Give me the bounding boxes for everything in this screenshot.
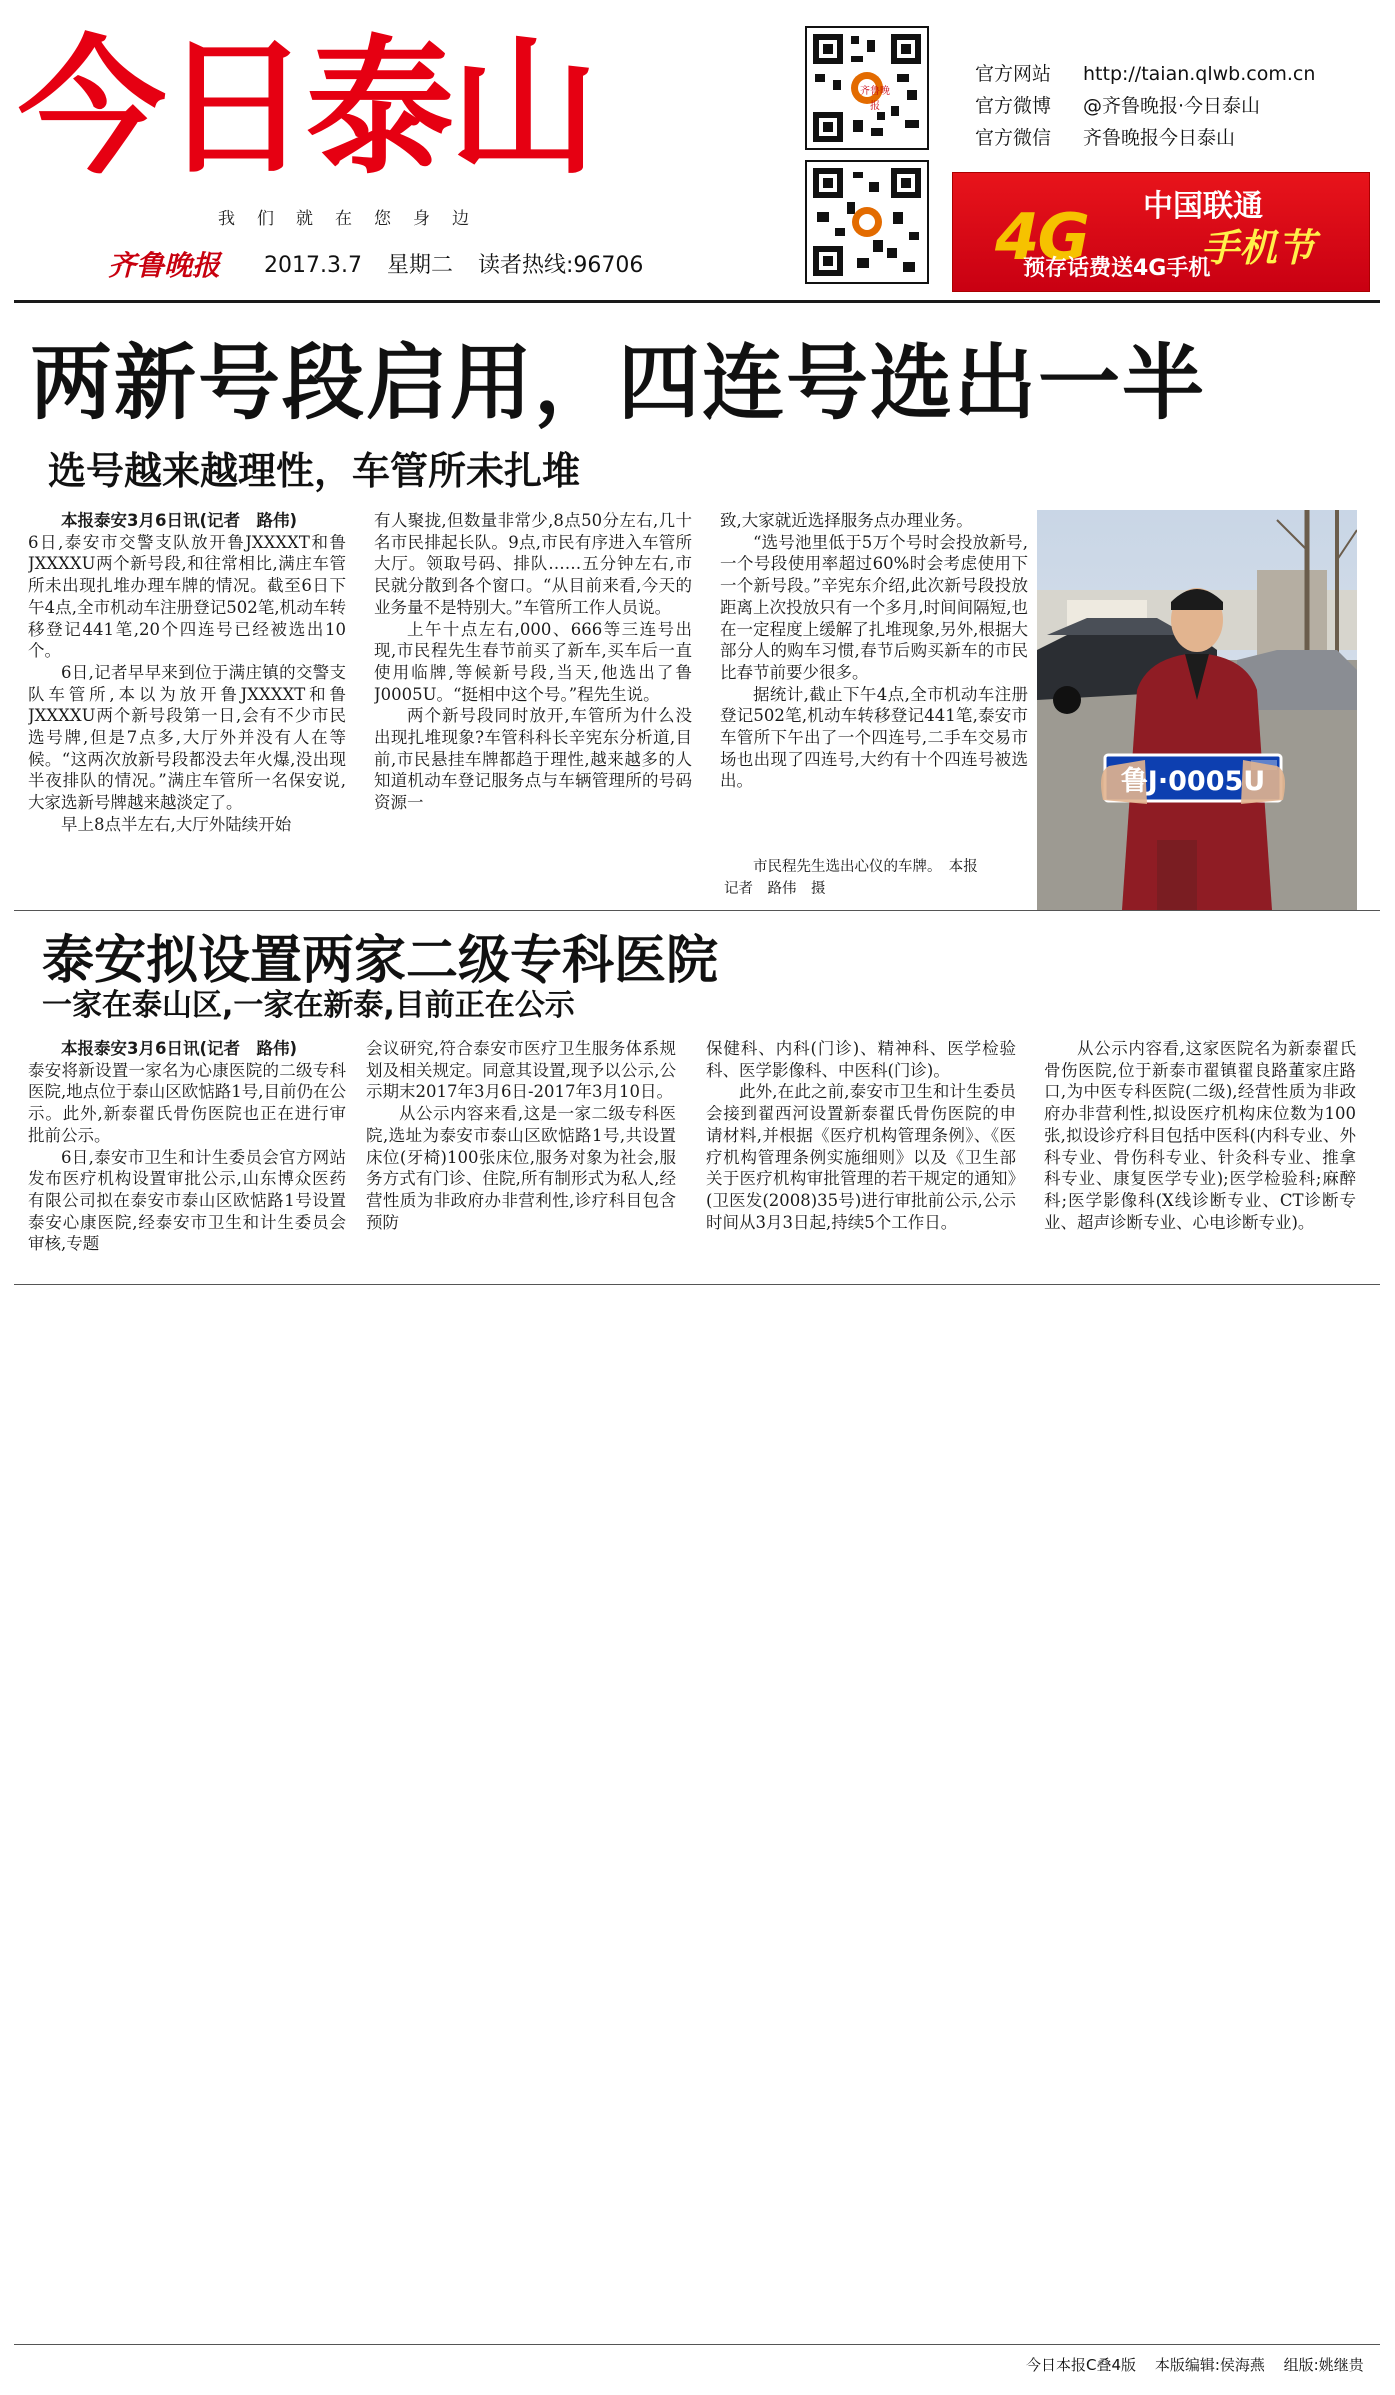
masthead-rule [14,300,1380,303]
photo-caption [724,856,1034,900]
editor-credit: 本版编辑:侯海燕 [1154,2356,1265,2374]
official-weibo [975,90,1315,122]
article1-column-1 [28,510,346,890]
article2-subhead: 一家在泰山区,一家在新泰,目前正在公示 [42,988,575,1023]
article2-paragraph: 此外,在此之前,泰安市卫生和计生委员会接到翟西河设置新泰翟氏骨伤医院的申请材料,并根据《医疗机构管理条例》、《医疗机构管理条例实施细则》以及《卫生部关于医疗机构审批管理的若干规定的通知》(卫医发(2008)35号)进行审批前公示,公示时间从3月3日起,持续5个工作日。 [706,1082,1016,1232]
qr-pattern [807,162,927,282]
caption-line: 市民程先生选出心仪的车牌。 本报 [753,859,978,875]
ad-festival: 手机节 [1201,226,1316,270]
photo-scene [1037,510,1357,910]
article1-paragraph: 6日,泰安市交警支队放开鲁JXXXXT和鲁JXXXXU两个新号段,和往常相比,满庄车管所未出现扎堆办理车牌的情况。截至6日下午4点,全市机动车注册登记502笔,机动车转移登记441笔,20个四连号已经被选出10个。 [28,532,346,661]
article2-paragraph: 从公示内容来看,这是一家二级专科医院,选址为泰安市泰山区欧惦路1号,共设置床位(牙椅)100张床位,服务对象为社会,服务方式有门诊、住院,所有制形式为私人,经营性质为非政府办非营利性,诊疗科目包含预防 [366,1104,676,1232]
article1-paragraph: 上午十点左右,000、666等三连号出现,市民程先生春节前买了新车,买车后一直使用临牌,等候新号段,当天,他选出了鲁J0005U。“挺相中这个号。”程先生说。 [374,619,692,704]
article1-paragraph: 6日,记者早早来到位于满庄镇的交警支队车管所,本以为放开鲁JXXXXT和鲁JXXXXU两个新号段第一日,会有不少市民选号牌,但是7点多,大厅外并没有人在等候。“这两次放新号段都没去年火爆,没出现半夜排队的情况。”满庄车管所一名保安说,大家选新号牌越来越淡定了。 [28,662,346,813]
qr-label: 齐鲁晚报 [860,86,890,112]
dateline [264,248,661,279]
layout-credit: 组版:姚继贵 [1283,2356,1364,2374]
unicom-4g-ad [952,172,1370,292]
article1-paragraph: 两个新号段同时放开,车管所为什么没出现扎堆现象?车管科科长辛宪东分析道,目前,市民悬挂车牌都趋于理性,越来越多的人知道机动车登记服务点与车辆管理所的号码资源一 [374,706,692,813]
ad-brand: 中国联通 [1143,189,1263,224]
reader-hotline: 读者热线:96706 [477,253,644,278]
article2-column-4 [1044,1038,1356,1278]
qr-code-icon [805,160,929,284]
article1-column-2 [374,510,692,890]
article1-paragraph: “选号池里低于5万个号时会投放新号,一个号段使用率超过60%时会考虑使用下一个新号段。”辛宪东介绍,此次新号段投放距离上次投放只有一个多月,时间间隔短,也在一定程度上缓解了扎堆现象,另外,根据大部分人的购车习惯,春节后购买新车的市民比春节前要少很多。 [720,532,1028,682]
official-value: @齐鲁晚报·今日泰山 [1083,95,1261,117]
official-value: 齐鲁晚报今日泰山 [1083,127,1236,149]
article1-paragraph: 早上8点半左右,大厅外陆续开始 [61,814,292,834]
slogan: 我们就在您身边 [218,209,491,229]
masthead-title: 今日泰山 [18,22,594,194]
article-divider [14,910,1380,911]
article1-paragraph: 据统计,截止下午4点,全市机动车注册登记502笔,机动车转移登记441笔,泰安市车管所下午出了一个四连号,二手车交易市场也出现了四连号,大约有十个四连号被选出。 [720,684,1028,791]
article1-paragraph: 致,大家就近选择服务点办理业务。 [720,511,973,530]
article2-paragraph: 保健科、内科(门诊)、精神科、医学检验科、医学影像科、中医科(门诊)。 [706,1039,1016,1080]
article2-paragraph: 从公示内容看,这家医院名为新泰翟氏骨伤医院,位于新泰市翟镇翟良路董家庄路口,为中医专科医院(二级),经营性质为非政府办非营利性,拟设医疗机构床位数为100张,拟设诊疗科目包括中医科(内科专业、外科专业、骨伤科专业、针灸科专业、推拿科专业、康复医学专业);医学检验科;麻醉科;医学影像科(X线诊断专业、CT诊断专业、超声诊断专业、心电诊断专业)。 [1044,1039,1356,1232]
article2-column-1 [28,1038,346,1278]
page-label: 今日本报C叠4版 [1026,2356,1137,2374]
article2-paragraph: 泰安将新设置一家名为心康医院的二级专科医院,地点位于泰山区欧惦路1号,目前仍在公示。此外,新泰翟氏骨伤医院也正在进行审批前公示。 [28,1060,346,1145]
official-website [975,58,1315,90]
article2-column-2 [366,1038,676,1278]
page-footer [1012,2354,1364,2375]
ad-offer: 预存话费送4G手机 [1023,256,1211,281]
official-value: http://taian.qlwb.com.cn [1083,63,1316,85]
article1-column-3 [720,510,1028,850]
weekday: 星期二 [386,253,453,278]
article1-paragraph: 有人聚拢,但数量非常少,8点50分左右,几十名市民排起长队。9点,市民有序进入车管所大厅。领取号码、排队……五分钟左右,市民就分散到各个窗口。“从目前来看,今天的业务量不是特别大。”车管所工作人员说。 [374,511,692,617]
article1-headline: 两新号段启用，四连号选出一半 [30,336,1207,431]
official-wechat [975,122,1315,154]
article2-dateline: 本报泰安3月6日讯(记者 路伟) [61,1039,298,1058]
article2-headline: 泰安拟设置两家二级专科医院 [42,931,719,991]
official-channels [975,58,1315,154]
caption-credit: 记者 路伟 摄 [724,881,826,897]
footer-rule [14,2344,1380,2345]
ad-4g-mark: 4G [995,201,1089,275]
article2-paragraph: 会议研究,符合泰安市医疗卫生服务体系规划及相关规定。同意其设置,现予以公示,公示期末2017年3月6日-2017年3月10日。 [366,1039,676,1102]
brand-logo: 齐鲁晚报 [108,249,221,282]
official-label: 官方网站 [975,63,1052,85]
official-label: 官方微信 [975,127,1052,149]
official-label: 官方微博 [975,95,1052,117]
issue-date: 2017.3.7 [264,253,362,278]
article2-column-3 [706,1038,1016,1278]
article1-dateline: 本报泰安3月6日讯(记者 路伟) [61,511,298,530]
article2-paragraph: 6日,泰安市卫生和计生委员会官方网站发布医疗机构设置审批公示,山东博众医药有限公司拟在泰安市泰山区欧惦路1号设置泰安心康医院,经泰安市卫生和计生委员会审核,专题 [28,1147,346,1254]
content-bottom-rule [14,1284,1380,1285]
license-plate: 鲁J·0005U [1120,766,1266,797]
news-photo [1037,510,1357,910]
article1-subhead: 选号越来越理性，车管所未扎堆 [48,449,581,493]
